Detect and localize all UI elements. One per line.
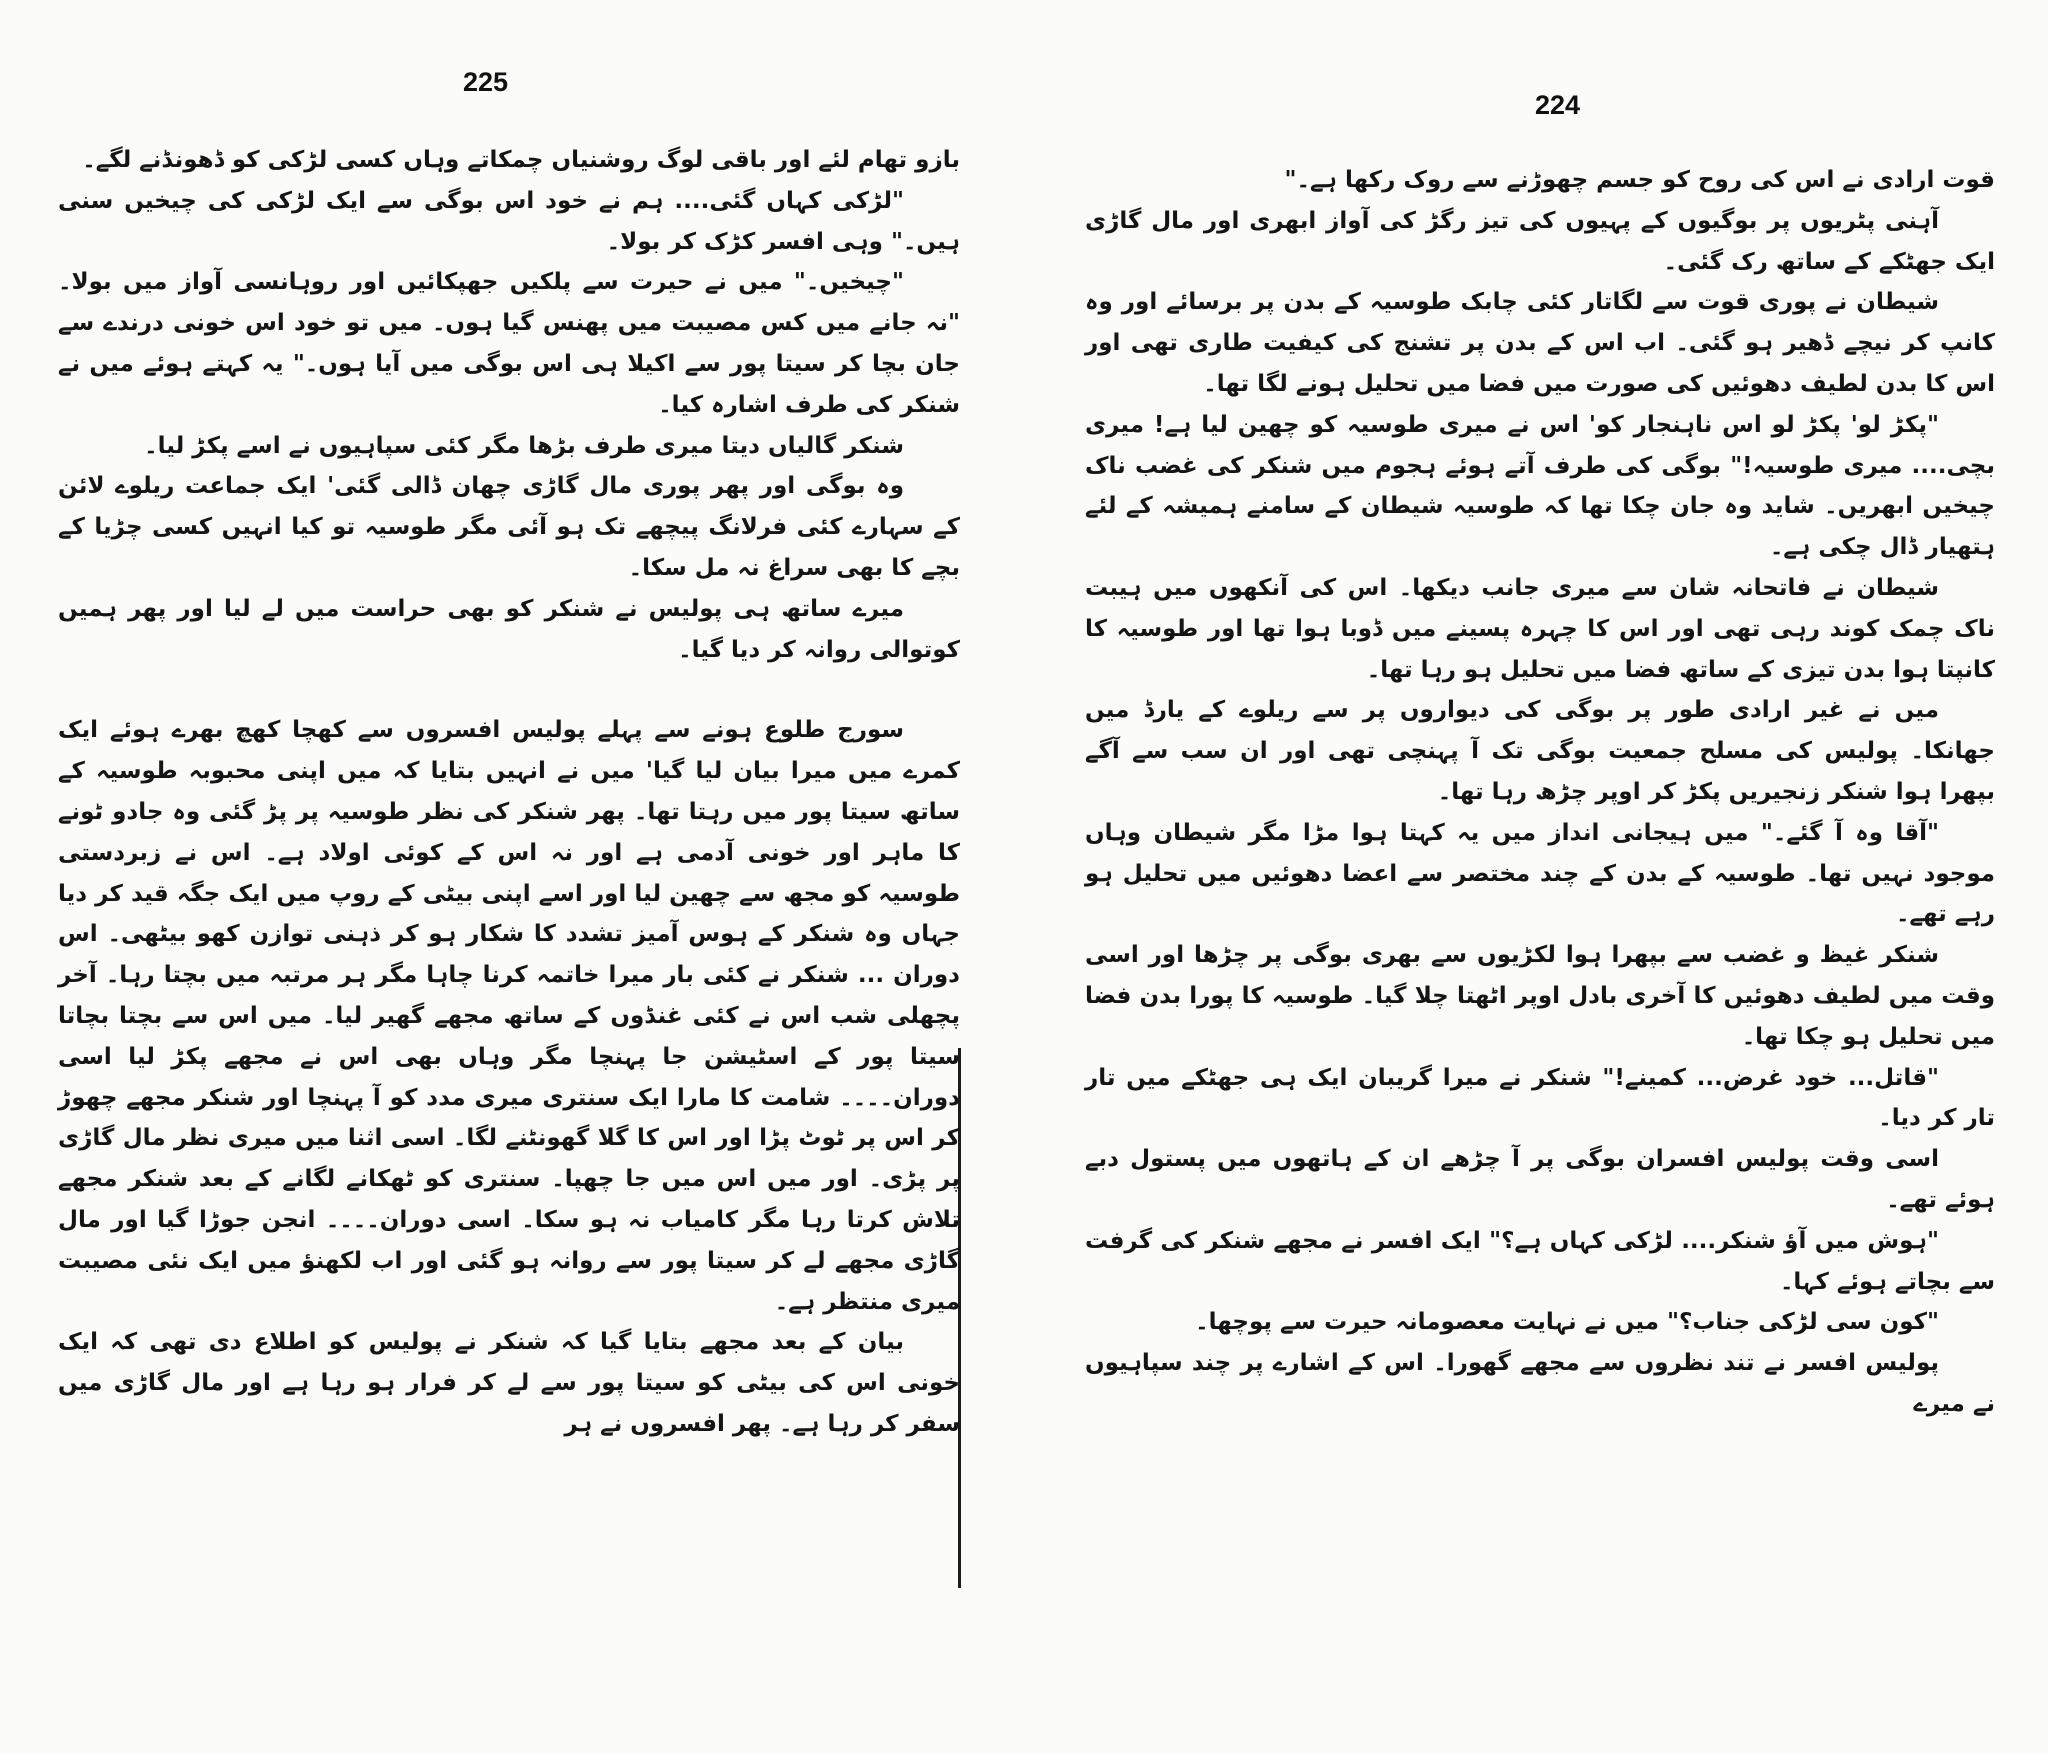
right-page-text	[1085, 160, 1995, 1425]
paragraph: شیطان نے پوری قوت سے لگاتار کئی چابک طوسیہ کے بدن پر برسائے اور وہ کانپ کر نیچے ڈھیر ہو گئی۔ اب اس کے بدن پر تشنج کی کیفیت طاری تھی اور اس کا بدن لطیف دھوئیں کی صورت میں فضا میں تحلیل ہونے لگا تھا۔	[1085, 289, 1995, 397]
paragraph: آہنی پٹریوں پر بوگیوں کے پہیوں کی تیز رگڑ کی آواز ابھری اور مال گاڑی ایک جھٹکے کے ساتھ رک گئی۔	[1085, 207, 1995, 275]
paragraph: "قاتل... خود غرض... کمینے!" شنکر نے میرا گریبان ایک ہی جھٹکے میں تار تار کر دیا۔	[1085, 1064, 1995, 1132]
paragraph: "کون سی لڑکی جناب؟" میں نے نہایت معصومانہ حیرت سے پوچھا۔	[1195, 1309, 1939, 1336]
paragraph: میرے ساتھ ہی پولیس نے شنکر کو بھی حراست میں لے لیا اور پھر ہمیں کوتوالی روانہ کر دیا گیا۔	[58, 595, 960, 663]
paragraph: "چیخیں۔" میں نے حیرت سے پلکیں جھپکائیں اور روہانسی آواز میں بولا۔ "نہ جانے میں کس مصیبت میں پھنس گیا ہوں۔ میں تو خود اس خونی درندے سے جان بچا کر سیتا پور سے اکیلا ہی اس بوگی میں آیا ہوں۔" یہ کہتے ہوئے میں نے شنکر کی طرف اشارہ کیا۔	[58, 269, 960, 418]
left-page-text	[58, 140, 960, 1445]
paragraph: "ہوش میں آؤ شنکر.... لڑکی کہاں ہے؟" ایک افسر نے مجھے شنکر کی گرفت سے بچاتے ہوئے کہا۔	[1085, 1227, 1995, 1295]
paragraph: قوت ارادی نے اس کی روح کو جسم چھوڑنے سے روک رکھا ہے۔"	[1284, 167, 1995, 193]
paragraph: وہ بوگی اور پھر پوری مال گاڑی چھان ڈالی گئی' ایک جماعت ریلوے لائن کے سہارے کئی فرلانگ پیچھے تک ہو آئی مگر طوسیہ تو کیا انہیں کسی چڑیا کے بچے کا بھی سراغ نہ مل سکا۔	[58, 473, 960, 581]
paragraph: اسی وقت پولیس افسران بوگی پر آ چڑھے ان کے ہاتھوں میں پستول دبے ہوئے تھے۔	[1085, 1146, 1995, 1213]
paragraph: "آقا وہ آ گئے۔" میں ہیجانی انداز میں یہ کہتا ہوا مڑا مگر شیطان وہاں موجود نہیں تھا۔ طوسیہ کے بدن کے چند مختصر سے اعضا دھوئیں میں تحلیل ہو رہے تھے۔	[1085, 819, 1995, 928]
left-page-number: 225	[463, 67, 509, 97]
paragraph: شنکر غیظ و غضب سے بپھرا ہوا لکڑیوں سے بھری بوگی پر چڑھا اور اسی وقت میں لطیف دھوئیں کا آخری بادل اوپر اٹھتا چلا گیا۔ طوسیہ کا پورا بدن فضا میں تحلیل ہو چکا تھا۔	[1085, 942, 1995, 1050]
paragraph: "پکڑ لو' پکڑ لو اس ناہنجار کو' اس نے میری طوسیہ کو چھین لیا ہے! میری بچی.... میری طوسیہ!" بوگی کی طرف آتے ہوئے ہجوم میں شنکر کی غضب ناک چیخیں ابھریں۔ شاید وہ جان چکا تھا کہ طوسیہ شیطان کے سامنے ہمیشہ کے لئے ہتھیار ڈال چکی ہے۔	[1085, 411, 1995, 561]
paragraph: شنکر گالیاں دیتا میری طرف بڑھا مگر کئی سپاہیوں نے اسے پکڑ لیا۔	[144, 432, 904, 459]
paragraph: شیطان نے فاتحانہ شان سے میری جانب دیکھا۔ اس کی آنکھوں میں ہیبت ناک چمک کوند رہی تھی اور اس کا چہرہ پسینے میں ڈوبا ہوا تھا اور طوسیہ کا کانپتا ہوا بدن تیزی کے ساتھ فضا میں تحلیل ہو رہا تھا۔	[1085, 574, 1995, 683]
section-break	[58, 670, 960, 710]
paragraph: بیان کے بعد مجھے بتایا گیا کہ شنکر نے پولیس کو اطلاع دی تھی کہ ایک خونی اس کی بیٹی کو سیتا پور سے لے کر فرار ہو رہا ہے اور مال گاڑی میں سفر کر رہا ہے۔ پھر افسروں نے ہر	[58, 1329, 960, 1437]
paragraph: بازو تھام لئے اور باقی لوگ روشنیاں چمکاتے وہاں کسی لڑکی کو ڈھونڈنے لگے۔	[82, 147, 960, 173]
paragraph: سورج طلوع ہونے سے پہلے پولیس افسروں سے کھچا کھچ بھرے ہوئے ایک کمرے میں میرا بیان لیا گیا' میں نے انہیں بتایا کہ میں اپنی محبوبہ طوسیہ کے ساتھ سیتا پور میں رہتا تھا۔ پھر شنکر کی نظر طوسیہ پر پڑ گئی وہ جادو ٹونے کا ماہر اور خونی آدمی ہے اور نہ اس کے کوئی اولاد ہے۔ اس نے زبردستی طوسیہ کو مجھ سے چھین لیا اور اسے اپنی بیٹی کے روپ میں ایک جگہ قید کر دیا جہاں وہ شنکر کے ہوس آمیز تشدد کا شکار ہو کر ذہنی توازن کھو بیٹھی۔ اس دوران ... شنکر نے کئی بار میرا خاتمہ کرنا چاہا مگر ہر مرتبہ میں بچتا رہا۔ آخر پچھلی شب اس نے کئی غنڈوں کے ساتھ مجھے گھیر لیا۔ میں اس سے بچتا بچاتا سیتا پور کے اسٹیشن جا پہنچا مگر وہاں بھی اس نے مجھے پکڑ لیا اسی دوران۔۔۔۔ شامت کا مارا ایک سنتری میری مدد کو آ پہنچا اور شنکر مجھے چھوڑ کر اس پر ٹوٹ پڑا اور اس کا گلا گھونٹنے لگا۔ اسی اثنا میں میری نظر مال گاڑی پر پڑی۔ اور میں اس میں جا چھپا۔ سنتری کو ٹھکانے لگانے کے بعد شنکر مجھے تلاش کرتا رہا مگر کامیاب نہ ہو سکا۔ اسی دوران۔۔۔۔ انجن جوڑا گیا اور مال گاڑی مجھے لے کر سیتا پور سے روانہ ہو گئی اور اب لکھنؤ میں ایک نئی مصیبت میری منتظر ہے۔	[58, 717, 960, 1315]
paragraph: "لڑکی کہاں گئی.... ہم نے خود اس بوگی سے ایک لڑکی کی چیخیں سنی ہیں۔" وہی افسر کڑک کر بولا۔	[58, 187, 960, 255]
paragraph: پولیس افسر نے تند نظروں سے مجھے گھورا۔ اس کے اشارے پر چند سپاہیوں نے میرے	[1085, 1350, 1995, 1417]
right-page-number: 224	[1535, 90, 1581, 120]
paragraph: میں نے غیر ارادی طور پر بوگی کی دیواروں پر سے ریلوے کے یارڈ میں جھانکا۔ پولیس کی مسلح جمعیت بوگی تک آ پہنچی تھی اور ان سب سے آگے بپھرا ہوا شنکر زنجیریں پکڑ کر اوپر چڑھ رہا تھا۔	[1085, 697, 1995, 805]
